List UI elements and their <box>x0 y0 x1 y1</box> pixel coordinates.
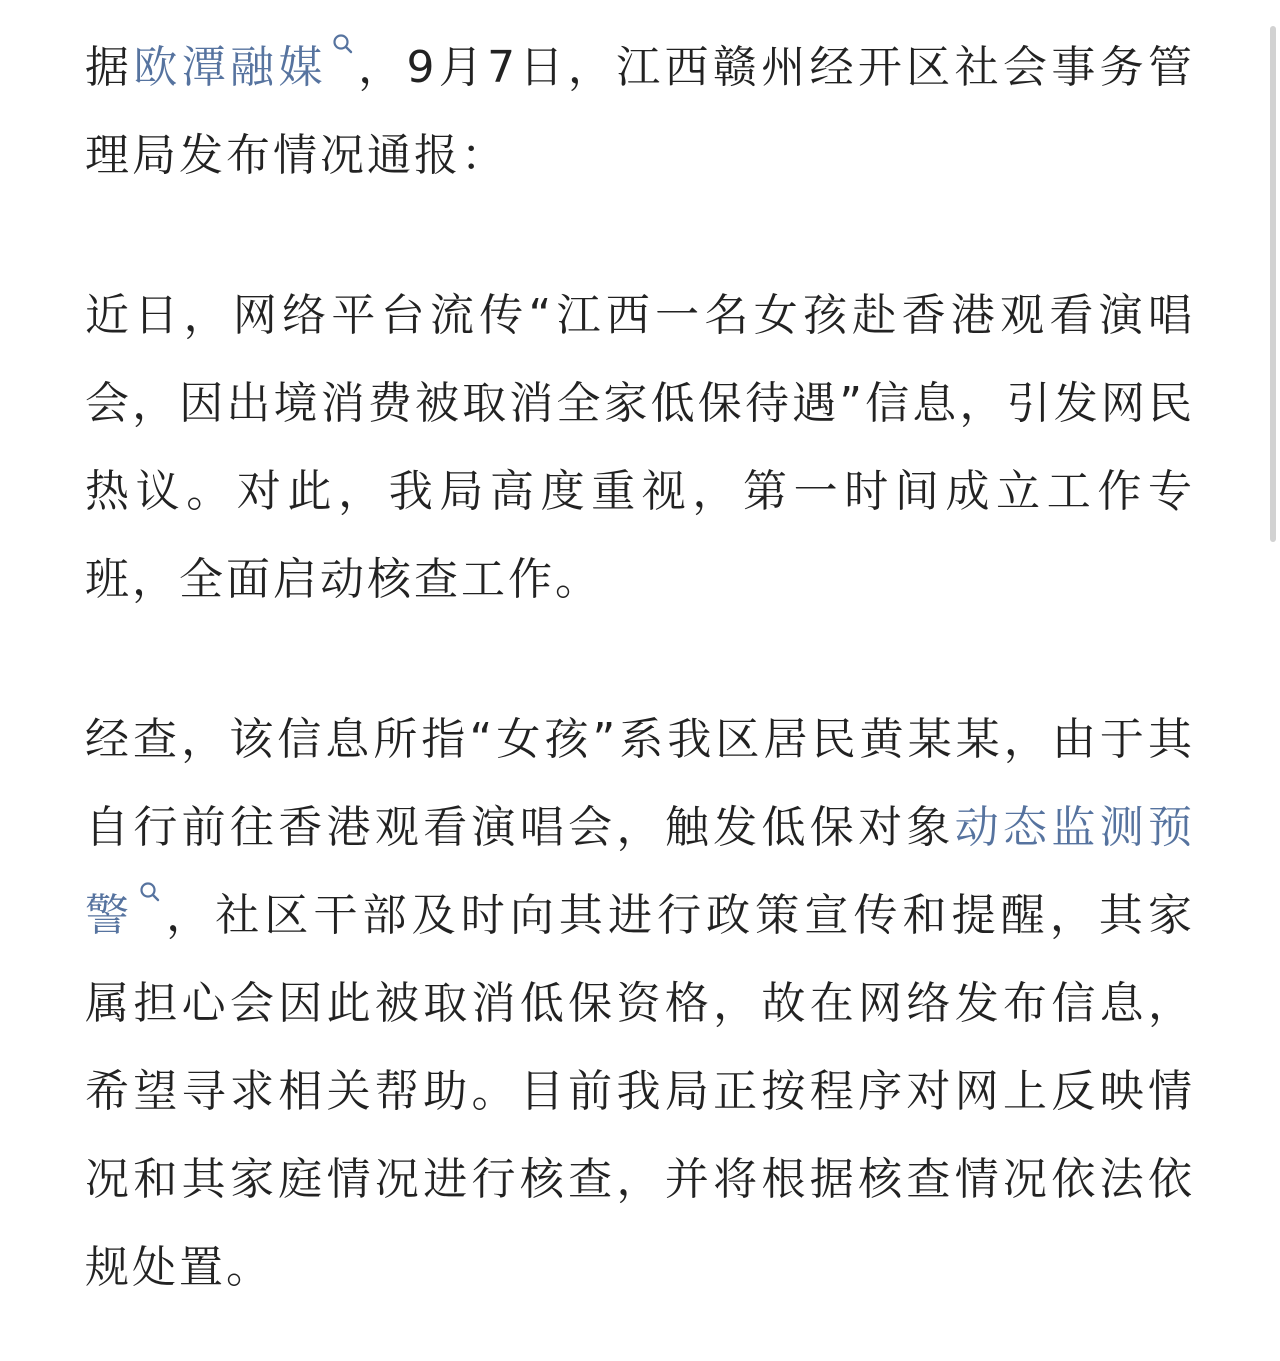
source-link[interactable]: 欧潭融媒 <box>133 42 327 93</box>
investigation-text: ，社区干部及时向其进行政策宣传和提醒，其家属担心会因此被取消低保资格，故在网络发布信息，希望寻求相关帮助。目前我局正按程序对网上反映情况和其家庭情况进行核查，并将根据核查情况依法依规处置。 <box>85 890 1196 1293</box>
article-body <box>85 24 1195 1312</box>
search-icon[interactable] <box>138 880 162 904</box>
scrollbar[interactable] <box>1266 0 1280 1361</box>
source-text: ，9月7日，江西赣州经开区社会事务管理局发布情况通报： <box>85 42 1196 181</box>
paragraph-rumor: 近日，网络平台流传“江西一名女孩赴香港观看演唱会，因出境消费被取消全家低保待遇”信息，引发网民热议。对此，我局高度重视，第一时间成立工作专班，全面启动核查工作。 <box>85 290 1195 605</box>
investigation-prefix: 经查，该信息所指“女孩”系我区居民黄某某，由于其自行前往香港观看演唱会，触发低保对象 <box>85 714 1195 853</box>
source-prefix: 据 <box>85 42 134 93</box>
paragraph-source <box>85 24 1195 200</box>
search-icon[interactable] <box>331 32 355 56</box>
paragraph-investigation <box>85 696 1195 1312</box>
scrollbar-thumb[interactable] <box>1270 26 1276 542</box>
monitoring-link[interactable]: 动态监测预警 <box>85 802 1196 941</box>
